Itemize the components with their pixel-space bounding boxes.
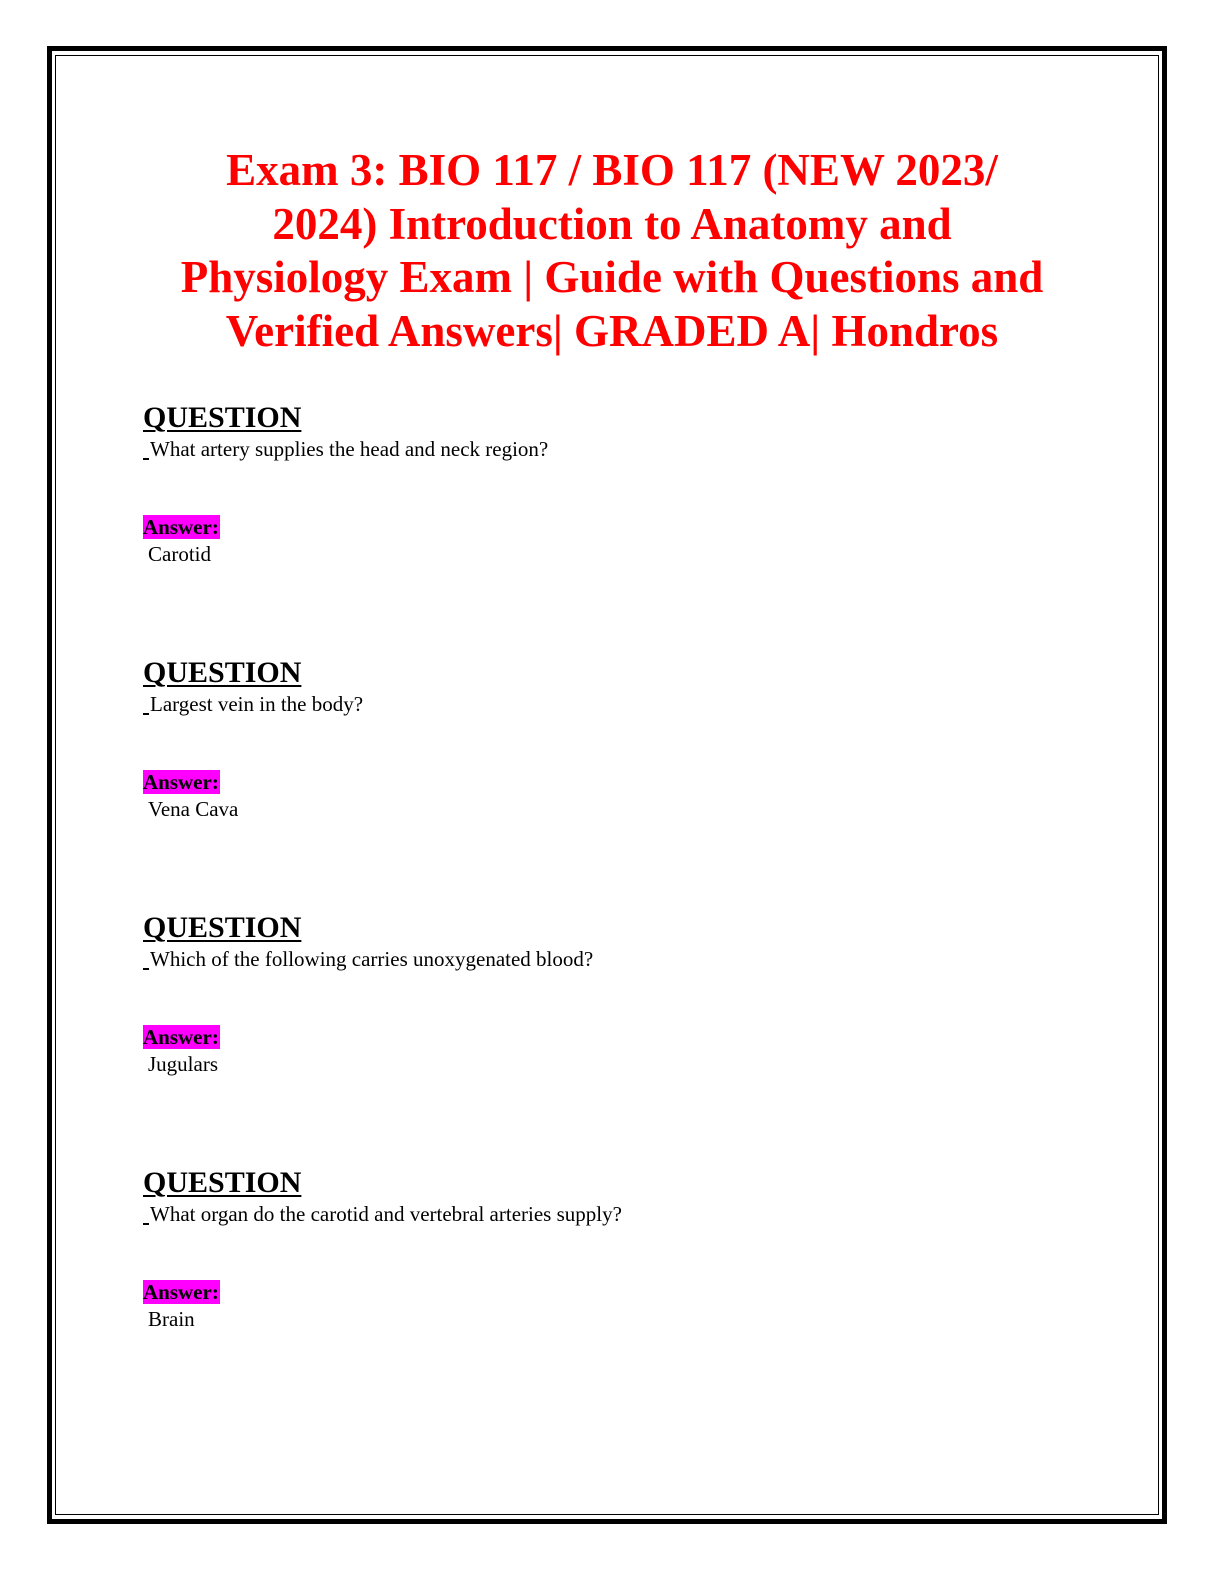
question-marker — [143, 968, 149, 970]
answer-label: Answer: — [143, 515, 219, 539]
qa-item — [143, 1167, 1043, 1331]
qa-item — [143, 912, 1043, 1076]
question-text: What organ do the carotid and vertebral arteries supply? — [150, 1202, 622, 1226]
question-heading: QUESTION — [143, 1166, 302, 1199]
question-row — [143, 437, 1043, 461]
answer-text: Carotid — [148, 542, 211, 566]
title-line: 2024) Introduction to Anatomy and — [272, 198, 952, 249]
answer-text: Jugulars — [148, 1052, 218, 1076]
question-row — [143, 692, 1043, 716]
title-line: Exam 3: BIO 117 / BIO 117 (NEW 2023/ — [226, 145, 998, 195]
qa-item — [143, 657, 1043, 821]
question-heading: QUESTION — [143, 401, 302, 434]
question-text: Largest vein in the body? — [150, 692, 364, 716]
document-title — [120, 144, 1104, 358]
answer-text: Brain — [148, 1307, 195, 1331]
question-heading: QUESTION — [143, 656, 302, 689]
question-text: What artery supplies the head and neck region? — [150, 437, 549, 461]
title-line: Verified Answers| GRADED A| Hondros — [225, 305, 999, 356]
question-row — [143, 1202, 1043, 1226]
question-marker — [143, 1223, 149, 1225]
answer-label: Answer: — [143, 770, 219, 794]
question-marker — [143, 713, 149, 715]
answer-label: Answer: — [143, 1280, 219, 1304]
question-marker — [143, 458, 149, 460]
answer-label: Answer: — [143, 1025, 219, 1049]
answer-text: Vena Cava — [148, 797, 239, 821]
question-text: Which of the following carries unoxygenated blood? — [150, 947, 594, 971]
title-line: Physiology Exam | Guide with Questions and — [180, 252, 1044, 302]
question-heading: QUESTION — [143, 911, 302, 944]
qa-item — [143, 402, 1043, 566]
question-row — [143, 947, 1043, 971]
